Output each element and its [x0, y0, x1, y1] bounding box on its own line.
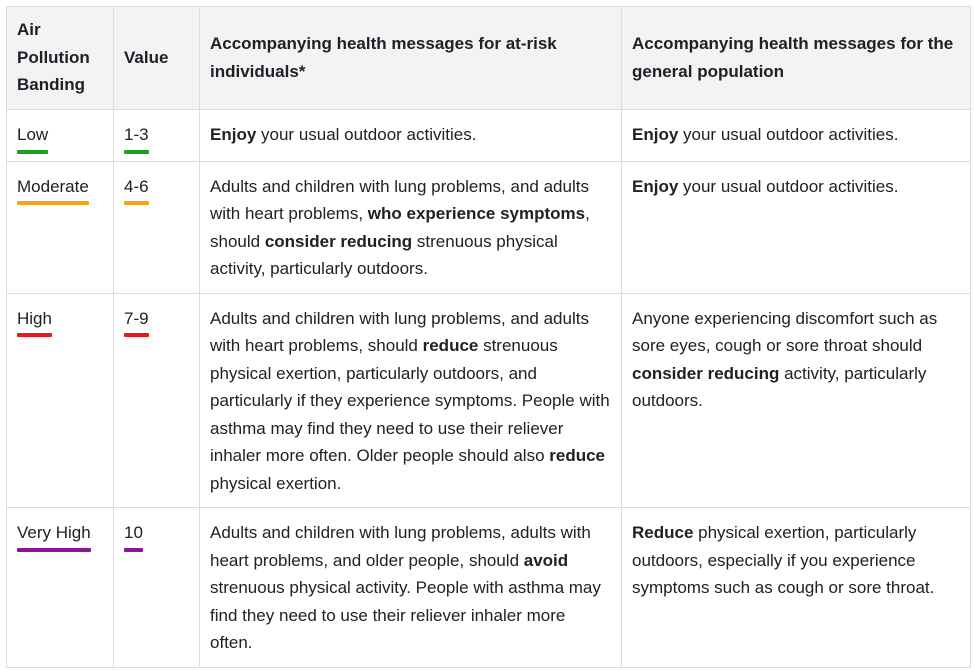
- emphasis-text: Enjoy: [632, 125, 679, 144]
- message-text: , should: [210, 204, 590, 251]
- band-link-moderate[interactable]: Moderate: [17, 173, 89, 203]
- band-link-high[interactable]: High: [17, 305, 52, 335]
- air-quality-table-container: [0, 6, 974, 671]
- message-text: your usual outdoor activities.: [678, 125, 899, 144]
- emphasis-text: Reduce: [632, 523, 694, 542]
- header-general: Accompanying health messages for the general population: [622, 7, 971, 110]
- value-link-high[interactable]: 7-9: [124, 305, 149, 335]
- message-text: strenuous physical activity. People with asthma may find they need to use their reliever inhaler more often.: [210, 578, 601, 652]
- message-text: Anyone experiencing discomfort such as sore eyes, cough or sore throat should: [632, 308, 938, 355]
- at-risk-message: [200, 293, 622, 508]
- message-text: your usual outdoor activities.: [678, 176, 899, 196]
- header-at-risk: Accompanying health messages for at-risk individuals*: [200, 7, 622, 110]
- emphasis-text: reduce: [549, 446, 606, 465]
- emphasis-text: avoid: [523, 550, 569, 570]
- value-color-bar: [124, 150, 149, 154]
- header-banding: Air Pollution Banding: [7, 7, 114, 110]
- value-color-bar: [124, 333, 149, 337]
- value-color-bar: [124, 548, 143, 552]
- general-message: [622, 110, 971, 162]
- table-row: [7, 110, 971, 162]
- value-link-low[interactable]: 1-3: [124, 121, 149, 151]
- air-quality-table: [6, 6, 971, 668]
- message-text: activity, particularly outdoors.: [632, 363, 927, 410]
- at-risk-message: [200, 508, 622, 668]
- band-color-bar: [17, 201, 89, 205]
- message-text: Adults and children with lung problems, and adults with heart problems,: [210, 176, 589, 223]
- general-message: [622, 293, 971, 508]
- value-color-bar: [124, 201, 149, 205]
- at-risk-message: [200, 110, 622, 162]
- emphasis-text: reduce: [422, 336, 479, 355]
- band-link-low[interactable]: Low: [17, 121, 48, 151]
- value-cell: [114, 161, 200, 293]
- value-cell: [114, 110, 200, 162]
- at-risk-message: [200, 161, 622, 293]
- message-text: Adults and children with lung problems, and adults with heart problems, should: [210, 308, 589, 355]
- value-cell: [114, 508, 200, 668]
- band-cell: [7, 293, 114, 508]
- message-text: physical exertion.: [210, 473, 342, 493]
- message-text: your usual outdoor activities.: [256, 125, 477, 144]
- table-row: [7, 508, 971, 668]
- message-text: physical exertion, particularly outdoors, especially if you experience symptoms such as cough or sore throat.: [632, 523, 935, 597]
- message-text: Adults and children with lung problems, adults with heart problems, and older people, should: [210, 523, 591, 570]
- emphasis-text: Enjoy: [210, 125, 257, 144]
- table-row: [7, 161, 971, 293]
- table-header-row: [7, 7, 971, 110]
- emphasis-text: consider reducing: [632, 363, 780, 383]
- band-cell: [7, 110, 114, 162]
- band-cell: [7, 161, 114, 293]
- emphasis-text: who experience symptoms: [367, 204, 586, 223]
- header-value: Value: [114, 7, 200, 110]
- value-link-very-high[interactable]: 10: [124, 519, 143, 549]
- message-text: strenuous physical activity, particularly outdoors.: [210, 231, 558, 278]
- general-message: [622, 161, 971, 293]
- value-cell: [114, 293, 200, 508]
- emphasis-text: consider reducing: [264, 231, 413, 251]
- band-cell: [7, 508, 114, 668]
- message-text: strenuous physical exertion, particularly outdoors, and particularly if they experience symptoms. People with asthma may find they need to use their reliever inhaler more often. Older people should also: [210, 336, 610, 465]
- emphasis-text: Enjoy: [632, 176, 679, 196]
- table-row: [7, 293, 971, 508]
- general-message: [622, 508, 971, 668]
- band-color-bar: [17, 150, 48, 154]
- band-color-bar: [17, 333, 52, 337]
- value-link-moderate[interactable]: 4-6: [124, 173, 149, 203]
- band-link-very-high[interactable]: Very High: [17, 519, 91, 549]
- band-color-bar: [17, 548, 91, 552]
